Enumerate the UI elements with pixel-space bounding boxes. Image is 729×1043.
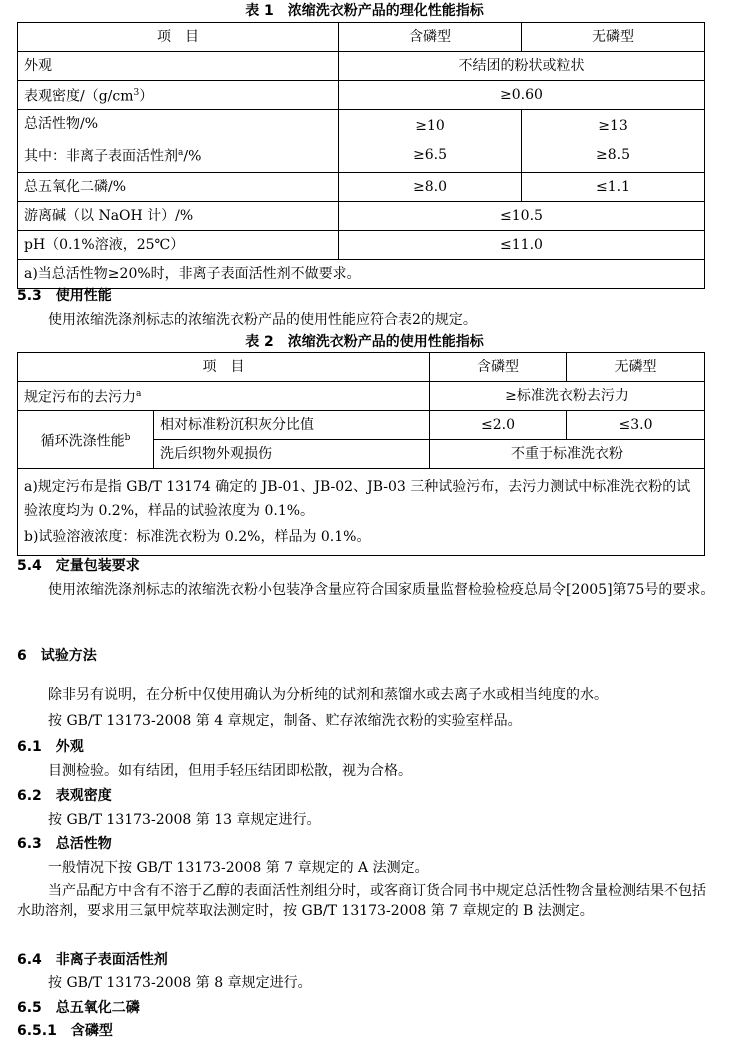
section-heading-6: 6 试验方法	[17, 648, 97, 664]
row-label: pH（0.1%溶液，25℃）	[18, 230, 339, 259]
row-label: 外观	[18, 52, 339, 81]
row-value: ≥13 ≥8.5	[522, 110, 705, 173]
table2-header-row	[18, 353, 705, 382]
row-value: ≤11.0	[339, 230, 705, 259]
row-label: 表观密度$/(g/cm^3)$	[18, 81, 339, 110]
table2-notes-row	[18, 469, 705, 556]
row-sublabel: 洗后织物外观损伤	[154, 440, 430, 469]
table-row	[18, 230, 705, 259]
table1	[17, 22, 705, 289]
table-row	[18, 172, 705, 201]
table-row	[18, 52, 705, 81]
table1-note: a)当总活性物≥20%时，非离子表面活性剂不做要求。	[18, 259, 705, 288]
row-sublabel: 相对标准粉沉积灰分比值	[154, 411, 430, 440]
table1-note-row	[18, 259, 705, 288]
paragraph: 使用浓缩洗涤剂标志的浓缩洗衣粉产品的使用性能应符合表2的规定。	[48, 312, 477, 328]
paragraph: 当产品配方中含有不溶于乙醇的表面活性剂组分时，或客商订货合同书中规定总活性物含量检测结果不包括水助溶剂，要求用三氯甲烷萃取法测定时，按 GB/T 13173-2008 第 7 章规定的 B 法测定。	[17, 883, 706, 919]
paragraph: 按 GB/T 13173-2008 第 8 章规定进行。	[48, 975, 312, 991]
table2-note-a: a)规定污布是指 GB/T 13174 确定的 JB-01、JB-02、JB-03 三种试验污布，去污力测试中标准洗衣粉的试验浓度均为 0.2%，样品的试验浓度为 0.1%。	[24, 479, 691, 519]
row-label: 循环洗涤性能$^b$	[18, 411, 154, 469]
row-label: 游离碱（以 NaOH 计）/%	[18, 201, 339, 230]
section-heading-6-5-1: 6.5.1 含磷型	[17, 1023, 113, 1039]
table-row	[18, 411, 705, 440]
section-heading-5-3: 5.3 使用性能	[17, 288, 112, 304]
paragraph: 按 GB/T 13173-2008 第 13 章规定进行。	[48, 812, 321, 828]
row-label: 总活性物/% 其中：非离子表面活性剂$^a$/%	[18, 110, 339, 173]
table-row	[18, 382, 705, 411]
row-value: 不重于标准洗衣粉	[430, 440, 705, 469]
row-value: ≥8.0	[339, 172, 522, 201]
section-heading-6-3: 6.3 总活性物	[17, 836, 112, 852]
row-label: 总五氧化二磷/%	[18, 172, 339, 201]
table1-header-col1: 含磷型	[339, 23, 522, 52]
paragraph: 使用浓缩洗涤剂标志的浓缩洗衣粉小包装净含量应符合国家质量监督检验检疫总局令[2005]第75号的要求。	[48, 582, 715, 598]
row-value: ≥标准洗衣粉去污力	[430, 382, 705, 411]
table-row	[18, 110, 705, 173]
section-heading-6-2: 6.2 表观密度	[17, 788, 112, 804]
table-row	[18, 201, 705, 230]
paragraph: 一般情况下按 GB/T 13173-2008 第 7 章规定的 A 法测定。	[48, 860, 429, 876]
table2-header-col1: 含磷型	[430, 353, 567, 382]
section-heading-6-4: 6.4 非离子表面活性剂	[17, 952, 168, 968]
table2	[17, 352, 705, 556]
table1-header-item: 项 目	[18, 23, 339, 52]
table1-header-row	[18, 23, 705, 52]
table2-note-b: b)试验溶液浓度：标准洗衣粉为 0.2%，样品为 0.1%。	[24, 529, 371, 545]
row-value: ≥0.60	[339, 81, 705, 110]
paragraph: 目测检验。如有结团，但用手轻压结团即松散，视为合格。	[48, 763, 412, 779]
section-heading-5-4: 5.4 定量包装要求	[17, 558, 140, 574]
row-value: 不结团的粉状或粒状	[339, 52, 705, 81]
row-value: ≤1.1	[522, 172, 705, 201]
table2-notes	[18, 469, 705, 556]
section-heading-6-5: 6.5 总五氧化二磷	[17, 1000, 140, 1016]
row-value: ≤3.0	[567, 411, 705, 440]
table1-caption: 表 1 浓缩洗衣粉产品的理化性能指标	[245, 3, 484, 19]
row-value: ≤2.0	[430, 411, 567, 440]
table2-caption: 表 2 浓缩洗衣粉产品的使用性能指标	[245, 334, 484, 350]
paragraph: 除非另有说明，在分析中仅使用确认为分析纯的试剂和蒸馏水或去离子水或相当纯度的水。	[48, 687, 608, 703]
paragraph: 按 GB/T 13173-2008 第 4 章规定，制备、贮存浓缩洗衣粉的实验室样品。	[48, 713, 522, 729]
table1-header-col2: 无磷型	[522, 23, 705, 52]
section-heading-6-1: 6.1 外观	[17, 739, 84, 755]
row-label: 规定污布的去污力$^a$	[18, 382, 430, 411]
row-value: ≥10 ≥6.5	[339, 110, 522, 173]
row-value: ≤10.5	[339, 201, 705, 230]
table-row	[18, 81, 705, 110]
table2-header-item: 项 目	[18, 353, 430, 382]
table2-header-col2: 无磷型	[567, 353, 705, 382]
